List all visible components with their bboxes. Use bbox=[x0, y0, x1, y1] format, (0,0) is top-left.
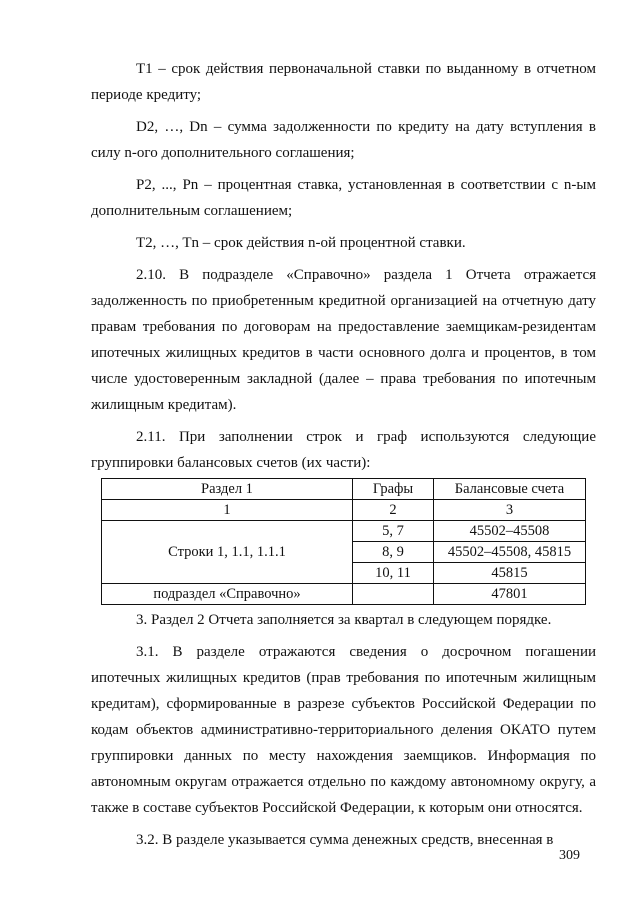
accounts-cell: 45502–45508 bbox=[434, 521, 586, 542]
columns-cell: 10, 11 bbox=[353, 563, 434, 584]
paragraph-2-10: 2.10. В подразделе «Справочно» раздела 1 Отчета отражается задолженность по приобретенным кредитной организацией на отчетную дату правам требования по договорам на предоставление заемщикам-резидентам ипотечных жилищных кредитов в части основного долга и процентов, в том числе удостоверенным закладной (далее – права требования по ипотечным жилищным кредитам). bbox=[91, 267, 596, 413]
header-columns: Графы bbox=[353, 479, 434, 500]
paragraph-3: 3. Раздел 2 Отчета заполняется за квартал в следующем порядке. bbox=[136, 612, 552, 628]
paragraph-pn-definition: P2, ..., Pn – процентная ставка, установленная в соответствии с n-ым дополнительным соглашением; bbox=[91, 177, 596, 219]
reference-label: подраздел «Справочно» bbox=[102, 584, 353, 605]
accounts-cell: 45502–45508, 45815 bbox=[434, 542, 586, 563]
table-row-reference bbox=[102, 584, 586, 605]
accounts-cell: 45815 bbox=[434, 563, 586, 584]
columns-cell: 5, 7 bbox=[353, 521, 434, 542]
reference-accounts: 47801 bbox=[434, 584, 586, 605]
table-row bbox=[102, 521, 586, 542]
header-section: Раздел 1 bbox=[102, 479, 353, 500]
page-content bbox=[91, 56, 596, 859]
paragraph-3-2: 3.2. В разделе указывается сумма денежных средств, внесенная в bbox=[136, 832, 554, 848]
numbering-cell-1: 1 bbox=[102, 500, 353, 521]
numbering-cell-3: 3 bbox=[434, 500, 586, 521]
paragraph-dn-definition: D2, …, Dn – сумма задолженности по кредиту на дату вступления в силу n-ого дополнительного соглашения; bbox=[91, 119, 596, 161]
columns-cell: 8, 9 bbox=[353, 542, 434, 563]
numbering-cell-2: 2 bbox=[353, 500, 434, 521]
balance-accounts-table bbox=[101, 478, 586, 605]
paragraph-tn-definition: T2, …, Tn – срок действия n-ой процентной ставки. bbox=[136, 235, 466, 251]
paragraph-2-11: 2.11. При заполнении строк и граф используются следующие группировки балансовых счетов (их части): bbox=[91, 429, 596, 471]
page-number: 309 bbox=[559, 848, 580, 863]
rows-group-label: Строки 1, 1.1, 1.1.1 bbox=[102, 521, 353, 584]
table-numbering-row bbox=[102, 500, 586, 521]
header-accounts: Балансовые счета bbox=[434, 479, 586, 500]
paragraph-t1-definition: Т1 – срок действия первоначальной ставки по выданному в отчетном периоде кредиту; bbox=[91, 61, 596, 103]
reference-columns-empty bbox=[353, 584, 434, 605]
table-header-row bbox=[102, 479, 586, 500]
paragraph-3-1: 3.1. В разделе отражаются сведения о досрочном погашении ипотечных жилищных кредитов (прав требования по ипотечным жилищным кредитам), сформированные в разрезе субъектов Российской Федерации по кодам объектов административно-территориального деления ОКАТО путем группировки данных по месту нахождения заемщиков. Информация по автономным округам отражается отдельно по каждому автономному округу, а также в составе субъектов Российской Федерации, к которым они относятся. bbox=[91, 644, 596, 816]
